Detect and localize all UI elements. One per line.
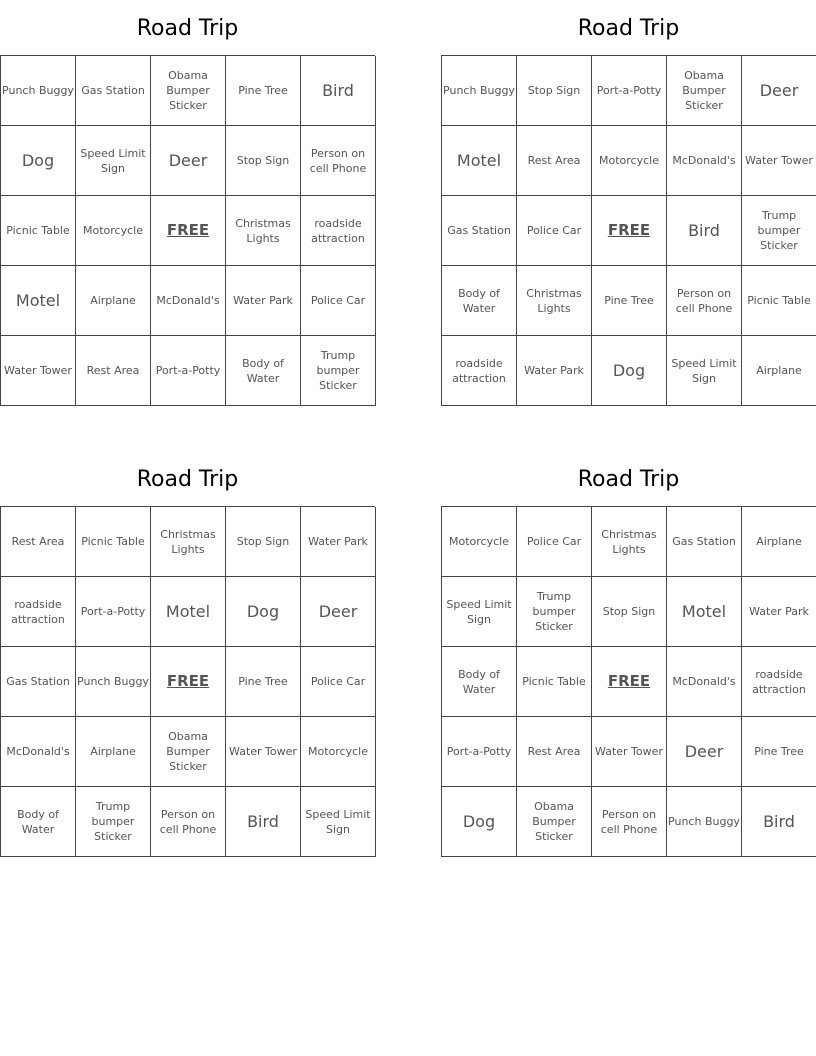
- bingo-cell: Body of Water: [1, 787, 76, 857]
- bingo-cell: Port-a-Potty: [592, 56, 667, 126]
- bingo-card-4: [441, 451, 816, 857]
- bingo-cell: Motorcycle: [76, 196, 151, 266]
- card-title: Road Trip: [136, 16, 239, 41]
- bingo-cell: Water Tower: [226, 717, 301, 787]
- bingo-cell: Trump bumper Sticker: [742, 196, 816, 266]
- card-title: Road Trip: [577, 467, 680, 492]
- bingo-cell: Motorcycle: [301, 717, 376, 787]
- bingo-cell: Deer: [301, 577, 376, 647]
- bingo-cell: Port-a-Potty: [442, 717, 517, 787]
- bingo-cell: Christmas Lights: [592, 507, 667, 577]
- bingo-cell: Trump bumper Sticker: [301, 336, 376, 406]
- bingo-cell: Stop Sign: [226, 126, 301, 196]
- bingo-cell: Pine Tree: [742, 717, 816, 787]
- bingo-cell: Stop Sign: [592, 577, 667, 647]
- bingo-cell: Body of Water: [226, 336, 301, 406]
- bingo-cell: Person on cell Phone: [667, 266, 742, 336]
- bingo-card-2: [441, 0, 816, 406]
- bingo-cell: Airplane: [742, 507, 816, 577]
- bingo-cell: Rest Area: [76, 336, 151, 406]
- free-cell: FREE: [151, 196, 226, 266]
- card-title: Road Trip: [577, 16, 680, 41]
- bingo-cell: Bird: [667, 196, 742, 266]
- bingo-cell: Person on cell Phone: [592, 787, 667, 857]
- bingo-cell: Police Car: [301, 647, 376, 717]
- bingo-cell: Picnic Table: [517, 647, 592, 717]
- bingo-cell: Motel: [1, 266, 76, 336]
- bingo-cell: Stop Sign: [517, 56, 592, 126]
- bingo-cell: Dog: [592, 336, 667, 406]
- bingo-cell: Obama Bumper Sticker: [151, 56, 226, 126]
- bingo-cell: Water Park: [301, 507, 376, 577]
- bingo-cell: Speed Limit Sign: [442, 577, 517, 647]
- bingo-cell: Water Tower: [592, 717, 667, 787]
- bingo-cell: Stop Sign: [226, 507, 301, 577]
- bingo-cell: Deer: [742, 56, 816, 126]
- bingo-cell: Body of Water: [442, 647, 517, 717]
- bingo-cell: Water Park: [226, 266, 301, 336]
- bingo-cell: Police Car: [517, 196, 592, 266]
- bingo-cell: Obama Bumper Sticker: [517, 787, 592, 857]
- free-cell: FREE: [592, 647, 667, 717]
- bingo-cell: Pine Tree: [592, 266, 667, 336]
- bingo-cell: roadside attraction: [442, 336, 517, 406]
- bingo-cell: Gas Station: [1, 647, 76, 717]
- bingo-cell: Picnic Table: [76, 507, 151, 577]
- bingo-cell: Trump bumper Sticker: [517, 577, 592, 647]
- bingo-cell: roadside attraction: [1, 577, 76, 647]
- bingo-cell: Port-a-Potty: [76, 577, 151, 647]
- bingo-cell: Speed Limit Sign: [301, 787, 376, 857]
- bingo-cell: Punch Buggy: [442, 56, 517, 126]
- bingo-cell: Speed Limit Sign: [667, 336, 742, 406]
- bingo-cell: Pine Tree: [226, 647, 301, 717]
- bingo-cell: Motorcycle: [442, 507, 517, 577]
- bingo-card-1: [0, 0, 375, 406]
- bingo-cell: Dog: [1, 126, 76, 196]
- bingo-card-3: [0, 451, 375, 857]
- bingo-cell: Police Car: [301, 266, 376, 336]
- bingo-cell: Dog: [226, 577, 301, 647]
- bingo-cell: Motel: [442, 126, 517, 196]
- bingo-cell: Picnic Table: [742, 266, 816, 336]
- bingo-cell: Person on cell Phone: [151, 787, 226, 857]
- bingo-cell: McDonald's: [151, 266, 226, 336]
- bingo-cell: Person on cell Phone: [301, 126, 376, 196]
- bingo-grid: [0, 506, 375, 857]
- bingo-cell: Motel: [151, 577, 226, 647]
- bingo-cell: Christmas Lights: [517, 266, 592, 336]
- bingo-cell: Motorcycle: [592, 126, 667, 196]
- bingo-grid: [0, 55, 375, 406]
- bingo-cell: Port-a-Potty: [151, 336, 226, 406]
- bingo-cell: roadside attraction: [742, 647, 816, 717]
- bingo-cell: Gas Station: [76, 56, 151, 126]
- bingo-cell: Christmas Lights: [226, 196, 301, 266]
- free-cell: FREE: [151, 647, 226, 717]
- bingo-cell: Obama Bumper Sticker: [667, 56, 742, 126]
- bingo-cell: McDonald's: [1, 717, 76, 787]
- bingo-cell: Body of Water: [442, 266, 517, 336]
- bingo-cell: Punch Buggy: [76, 647, 151, 717]
- bingo-cell: Water Tower: [1, 336, 76, 406]
- bingo-cell: Christmas Lights: [151, 507, 226, 577]
- bingo-cell: Water Park: [742, 577, 816, 647]
- bingo-cell: Obama Bumper Sticker: [151, 717, 226, 787]
- bingo-grid: [441, 506, 816, 857]
- bingo-cell: Speed Limit Sign: [76, 126, 151, 196]
- bingo-grid: [441, 55, 816, 406]
- bingo-cell: Airplane: [76, 717, 151, 787]
- bingo-cell: Bird: [226, 787, 301, 857]
- bingo-cell: Rest Area: [517, 126, 592, 196]
- bingo-cell: Gas Station: [442, 196, 517, 266]
- bingo-cell: Gas Station: [667, 507, 742, 577]
- bingo-cell: Rest Area: [517, 717, 592, 787]
- bingo-cell: Bird: [301, 56, 376, 126]
- bingo-cell: McDonald's: [667, 647, 742, 717]
- bingo-cell: Punch Buggy: [667, 787, 742, 857]
- card-title: Road Trip: [136, 467, 239, 492]
- bingo-cell: Airplane: [76, 266, 151, 336]
- bingo-cell: roadside attraction: [301, 196, 376, 266]
- bingo-cell: Deer: [151, 126, 226, 196]
- bingo-cell: Picnic Table: [1, 196, 76, 266]
- bingo-cell: Dog: [442, 787, 517, 857]
- bingo-cell: Airplane: [742, 336, 816, 406]
- bingo-cell: McDonald's: [667, 126, 742, 196]
- bingo-cell: Bird: [742, 787, 816, 857]
- bingo-cell: Pine Tree: [226, 56, 301, 126]
- bingo-cell: Deer: [667, 717, 742, 787]
- bingo-cell: Motel: [667, 577, 742, 647]
- bingo-cell: Trump bumper Sticker: [76, 787, 151, 857]
- free-cell: FREE: [592, 196, 667, 266]
- bingo-cell: Water Park: [517, 336, 592, 406]
- bingo-cell: Rest Area: [1, 507, 76, 577]
- bingo-cell: Police Car: [517, 507, 592, 577]
- bingo-cell: Water Tower: [742, 126, 816, 196]
- bingo-cell: Punch Buggy: [1, 56, 76, 126]
